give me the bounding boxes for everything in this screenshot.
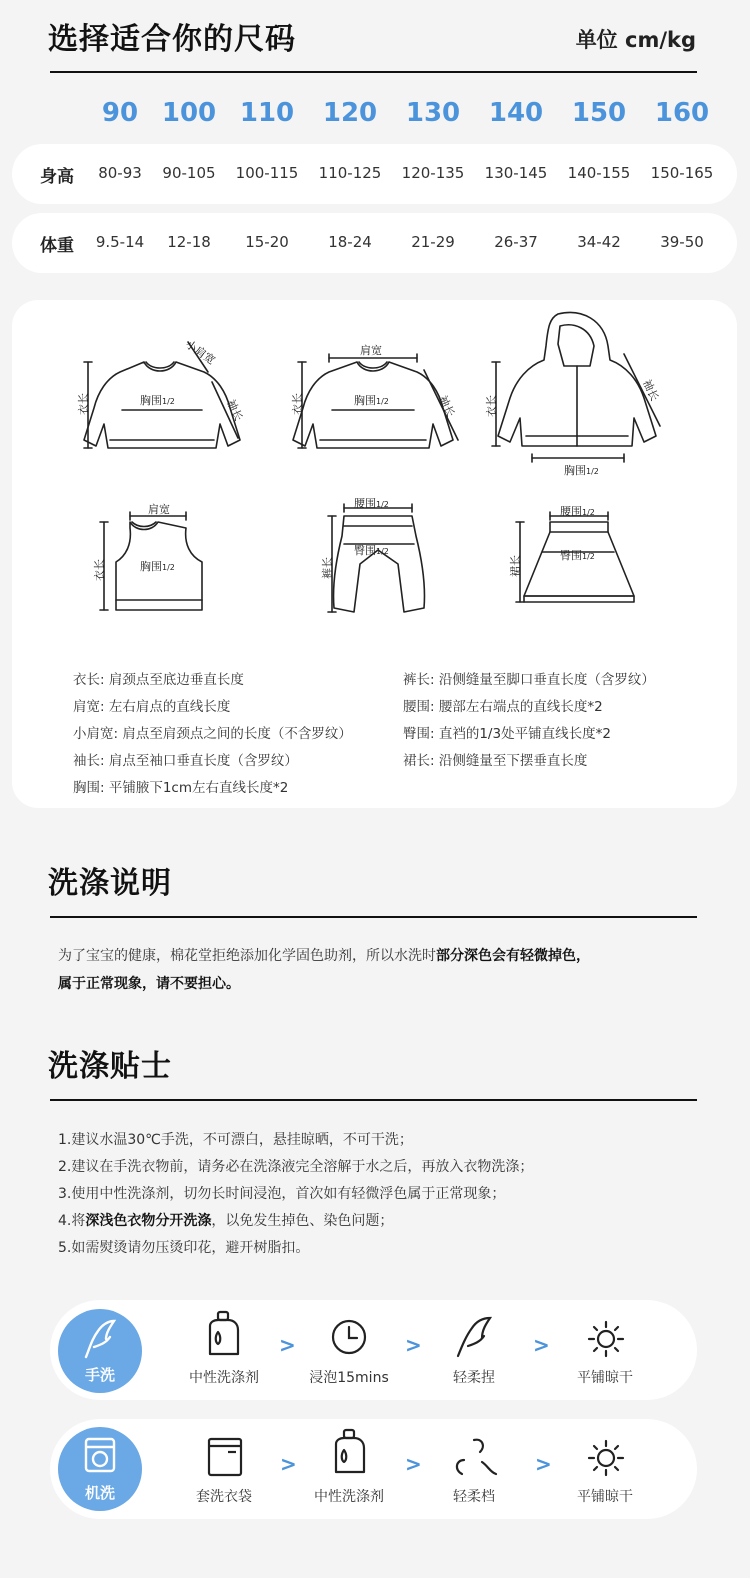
machine-wash-label: 机洗 [84,1484,115,1502]
size-label: 140 [488,98,544,128]
height-row [12,144,737,204]
height-value: 110-125 [318,164,382,182]
tip-item: 1.建议水温30℃手洗，不可漂白，悬挂晾晒，不可干洗； [58,1132,413,1148]
height-value: 140-155 [567,164,631,182]
detergent-bottle-icon [330,1428,370,1476]
hand-wash-badge [58,1309,142,1393]
weight-value: 12-18 [167,233,211,251]
hand-icon [80,1317,120,1361]
label-sleeve-1: 袖长 [224,397,246,423]
hoodie-diagram [492,312,660,462]
label-shoulder-vest: 肩宽 [148,503,170,516]
definition-left: 袖长: 肩点至袖口垂直长度（含罗纹） [73,753,298,769]
size-label: 130 [405,98,461,128]
tip-item: 4.将深浅色衣物分开洗涤，以免发生掉色、染色问题； [58,1213,394,1229]
size-section-title: 选择适合你的尺码 [48,22,296,57]
laundry-bag-icon [206,1436,244,1478]
definition-right: 臀围: 直裆的1/3处平铺直线长度*2 [403,726,611,742]
gentle-cycle-icon [452,1436,498,1478]
label-hip-pants: 臀围1/2 [354,544,389,557]
size-label: 150 [571,98,627,128]
machine-step-label: 平铺晾干 [577,1489,633,1505]
size-label: 160 [654,98,710,128]
size-header-row [0,98,750,138]
label-shoulder-2: 肩宽 [360,344,382,357]
tip-item: 3.使用中性洗涤剂，切勿长时间浸泡，首次如有轻微浮色属于正常现象； [58,1186,506,1202]
height-value: 130-145 [484,164,548,182]
height-value: 100-115 [235,164,299,182]
pants-diagram [328,504,425,612]
label-hip-skirt: 臀围1/2 [560,549,595,562]
title-divider [50,71,697,73]
definition-right: 裙长: 沿侧缝量至下摆垂直长度 [403,753,588,769]
hand-step-label: 中性洗涤剂 [189,1370,259,1386]
tip-item: 2.建议在手洗衣物前，请务必在洗涤液完全溶解于水之后，再放入衣物洗涤； [58,1159,534,1175]
height-value: 150-165 [650,164,714,182]
size-label: 100 [161,98,217,128]
label-length-vest: 衣长 [93,559,106,581]
height-value: 90-105 [162,164,216,182]
definition-left: 衣长: 肩颈点至底边垂直长度 [73,672,244,688]
wash-tips-divider [50,1099,697,1101]
label-length-1: 衣长 [77,393,90,415]
label-waist-pants: 腰围1/2 [354,497,389,510]
machine-wash-badge [58,1427,142,1511]
label-chest-3: 胸围1/2 [564,464,599,477]
weight-row-label: 体重 [40,236,74,256]
wash-note-title: 洗涤说明 [48,866,172,901]
label-length-3: 衣长 [485,395,498,417]
step-arrow: > [279,1333,296,1357]
label-waist-skirt: 腰围1/2 [560,505,595,518]
definition-left: 小肩宽: 肩点至肩颈点之间的长度（不含罗纹） [73,726,352,742]
definition-left: 胸围: 平铺腋下1cm左右直线长度*2 [73,780,289,796]
machine-step-label: 套洗衣袋 [196,1489,252,1505]
label-chest-2: 胸围1/2 [354,394,389,407]
step-arrow: > [405,1452,422,1476]
height-value: 120-135 [401,164,465,182]
height-row-label: 身高 [40,167,74,187]
definition-right: 腰围: 腰部左右端点的直线长度*2 [403,699,603,715]
step-arrow: > [533,1333,550,1357]
label-chest-vest: 胸围1/2 [140,560,175,573]
unit-label: 单位 cm/kg [575,28,696,52]
machine-step-label: 中性洗涤剂 [314,1489,384,1505]
washing-machine-icon [84,1437,116,1473]
weight-value: 18-24 [328,233,372,251]
height-value: 80-93 [98,164,142,182]
weight-value: 15-20 [245,233,289,251]
clock-icon [330,1318,368,1356]
label-small-shoulder: 小肩宽 [182,337,218,368]
weight-value: 26-37 [494,233,538,251]
step-arrow: > [535,1452,552,1476]
sun-icon [587,1320,625,1358]
detergent-bottle-icon [204,1310,244,1358]
sun-icon [587,1439,625,1477]
weight-row [12,213,737,273]
size-label: 120 [322,98,378,128]
weight-value: 39-50 [660,233,704,251]
size-label: 110 [239,98,295,128]
wash-note-text: 为了宝宝的健康，棉花堂拒绝添加化学固色助剂，所以水洗时部分深色会有轻微掉色， 属于正常现象，请不要担心。 [58,948,590,992]
hand-step-label: 轻柔捏 [453,1370,495,1386]
label-skirt-length: 裙长 [509,555,522,577]
weight-value: 34-42 [577,233,621,251]
label-pants-length: 裤长 [321,557,334,579]
weight-value: 21-29 [411,233,455,251]
tip-item: 5.如需熨烫请勿压烫印花，避开树脂扣。 [58,1240,310,1256]
hand-wash-label: 手洗 [84,1366,115,1384]
hand-step-label: 浸泡15mins [309,1370,389,1386]
definition-left: 肩宽: 左右肩点的直线长度 [73,699,231,715]
wash-tips-title: 洗涤贴士 [48,1049,172,1084]
hand-step-label: 平铺晾干 [577,1370,633,1386]
measurement-diagram-card [12,300,737,808]
wash-note-divider [50,916,697,918]
machine-step-label: 轻柔档 [453,1489,495,1505]
label-sleeve-2: 袖长 [436,393,458,419]
step-arrow: > [405,1333,422,1357]
step-arrow: > [280,1452,297,1476]
label-sleeve-3: 袖长 [640,377,662,403]
label-length-2: 衣长 [291,393,304,415]
definition-right: 裤长: 沿侧缝量至脚口垂直长度（含罗纹） [403,672,655,688]
hand-squeeze-icon [454,1314,494,1358]
label-chest-1: 胸围1/2 [140,394,175,407]
weight-value: 9.5-14 [95,233,145,251]
size-label: 90 [101,98,139,128]
